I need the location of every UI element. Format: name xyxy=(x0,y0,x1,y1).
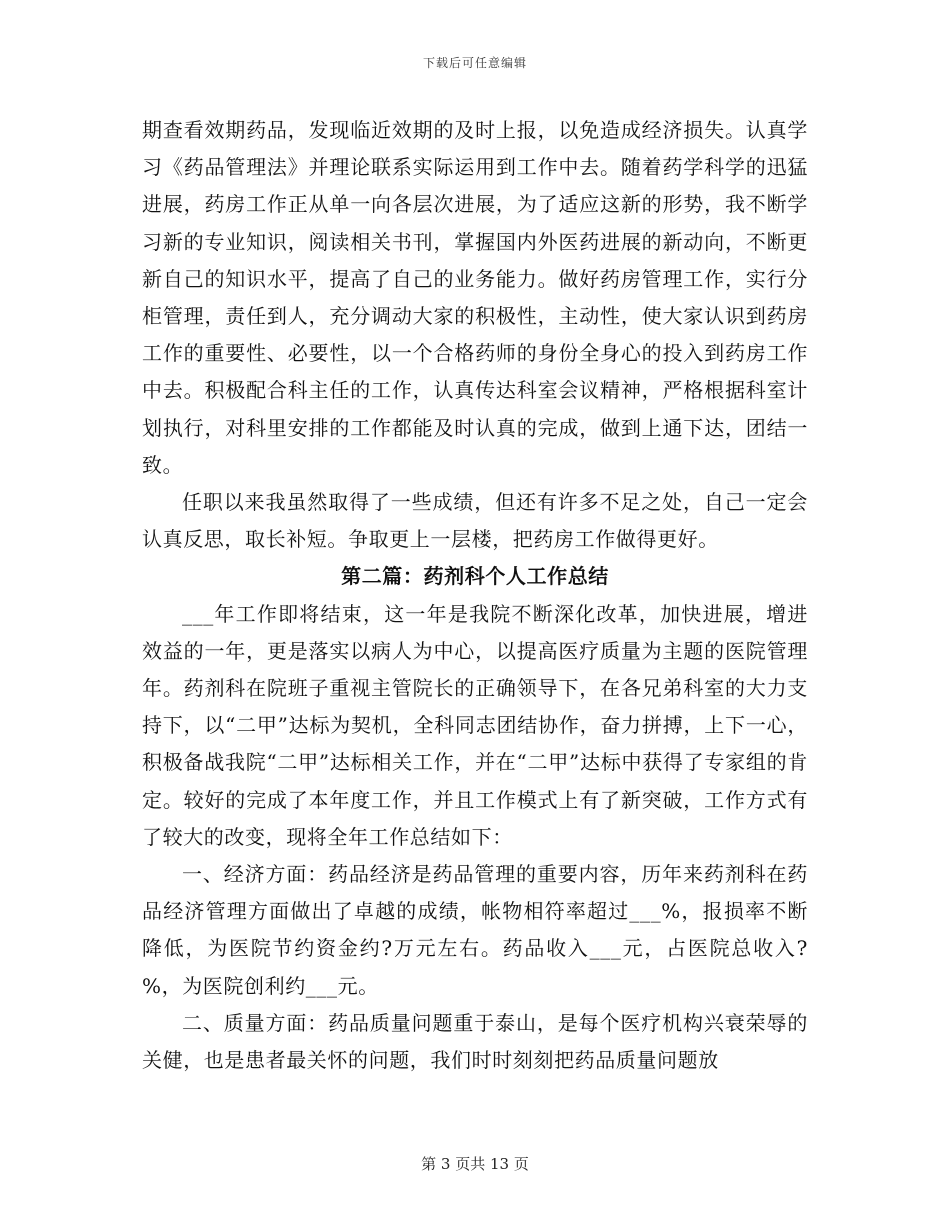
paragraph-economy: 一、经济方面：药品经济是药品管理的重要内容，历年来药剂科在药品经济管理方面做出了卓越的成绩，帐物相符率超过___%，报损率不断降低，为医院节约资金约?万元左右。药品收入___元，占医院总收入?%，为医院创利约___元。 xyxy=(142,862,808,998)
paragraph-quality: 二、质量方面：药品质量问题重于泰山，是每个医疗机构兴衰荣辱的关健，也是患者最关怀的问题，我们时时刻刻把药品质量问题放 xyxy=(142,1010,808,1073)
paragraph-intro: ___年工作即将结束，这一年是我院不断深化改革，加快进展，增进效益的一年，更是落实以病人为中心，以提高医疗质量为主题的医院管理年。药剂科在院班子重视主管院长的正确领导下，在各兄弟科室的大力支持下，以“二甲”达标为契机，全科同志团结协作，奋力拼搏，上下一心，积极备战我院“二甲”达标相关工作，并在“二甲”达标中获得了专家组的肯定。较好的完成了本年度工作，并且工作模式上有了新突破，工作方式有了较大的改变，现将全年工作总结如下： xyxy=(142,601,808,849)
paragraph-summary: 任职以来我虽然取得了一些成绩，但还有许多不足之处，自己一定会认真反思，取长补短。争取更上一层楼，把药房工作做得更好。 xyxy=(142,490,808,552)
paragraph-continuation: 期查看效期药品，发现临近效期的及时上报，以免造成经济损失。认真学习《药品管理法》并理论联系实际运用到工作中去。随着药学科学的迅猛进展，药房工作正从单一向各层次进展，为了适应这新的形势，我不断学习新的专业知识，阅读相关书刊，掌握国内外医药进展的新动向，不断更新自己的知识水平，提高了自己的业务能力。做好药房管理工作，实行分柜管理，责任到人，充分调动大家的积极性，主动性，使大家认识到药房工作的重要性、必要性，以一个合格药师的身份全身心的投入到药房工作中去。积极配合科主任的工作，认真传达科室会议精神，严格根据科室计划执行，对科里安排的工作都能及时认真的完成，做到上通下达，团结一致。 xyxy=(142,118,808,477)
page-footer: 第 3 页共 13 页 xyxy=(421,1155,529,1173)
section-title: 第二篇：药剂科个人工作总结 xyxy=(341,564,609,589)
page-header: 下载后可任意编辑 xyxy=(422,56,527,70)
document-body xyxy=(142,112,808,1079)
